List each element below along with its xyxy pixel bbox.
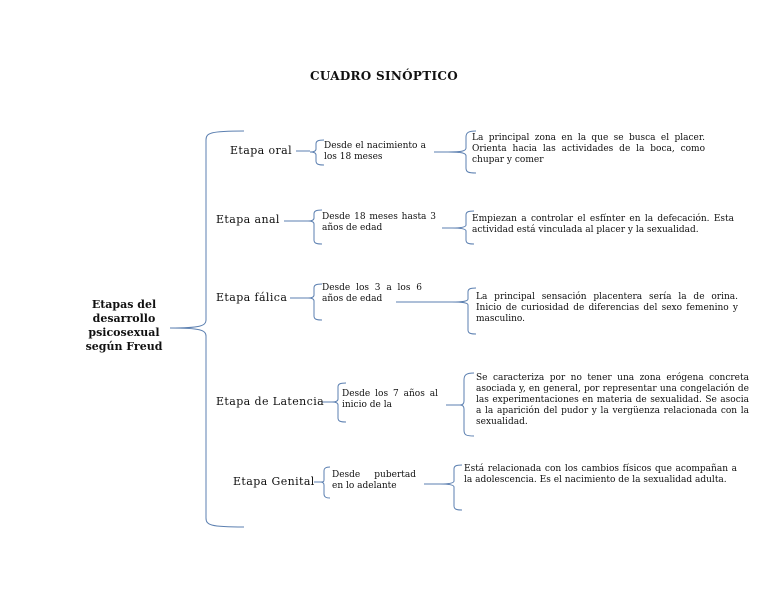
age-range-latencia: Desde los 7 años al inicio de la: [342, 389, 438, 410]
age-brace-oral: [310, 140, 324, 165]
age-brace-falica: [308, 284, 322, 320]
root-label: Etapas del desarrollo psicosexual según Freud: [85, 298, 163, 353]
description-anal: Empiezan a controlar el esfínter en la defecación. Esta actividad está vinculada al placer y la sexualidad.: [472, 214, 734, 235]
stage-label-anal: Etapa anal: [216, 213, 280, 226]
page-title: CUADRO SINÓPTICO: [309, 69, 459, 83]
desc-brace-genital: [440, 465, 462, 510]
description-genital: Está relacionada con los cambios físicos que acompañan a la adolescencia. Es el nacimiento de la sexualidad adulta.: [464, 464, 737, 485]
main-brace: [170, 131, 244, 527]
age-range-falica: Desde los 3 a los 6 años de edad: [322, 283, 422, 304]
age-brace-anal: [308, 210, 322, 244]
description-oral: La principal zona en la que se busca el placer. Orienta hacia las actividades de la boca, como chupar y comer: [472, 133, 705, 165]
description-latencia: Se caracteriza por no tener una zona erógena concreta asociada y, en general, por representar una congelación de las experimentaciones en materia de sexualidad. Se asocia a la aparición del pudor y la vergüenza relacionada con la sexualidad.: [476, 373, 749, 427]
desc-brace-falica: [452, 288, 476, 334]
age-range-oral: Desde el nacimiento a los 18 meses: [324, 141, 426, 162]
description-falica: La principal sensación placentera sería la de orina. Inicio de curiosidad de diferencias del sexo femenino y masculino.: [476, 292, 738, 324]
stage-label-falica: Etapa fálica: [216, 291, 288, 304]
stage-label-oral: Etapa oral: [230, 144, 293, 157]
desc-brace-latencia: [460, 373, 474, 436]
stage-label-genital: Etapa Genital: [233, 475, 315, 488]
stage-label-latencia: Etapa de Latencia: [216, 395, 325, 408]
age-range-anal: Desde 18 meses hasta 3 años de edad: [322, 212, 436, 233]
age-range-genital: Desde pubertad en lo adelante: [332, 470, 416, 491]
desc-brace-anal: [452, 211, 474, 244]
age-brace-genital: [320, 467, 330, 498]
